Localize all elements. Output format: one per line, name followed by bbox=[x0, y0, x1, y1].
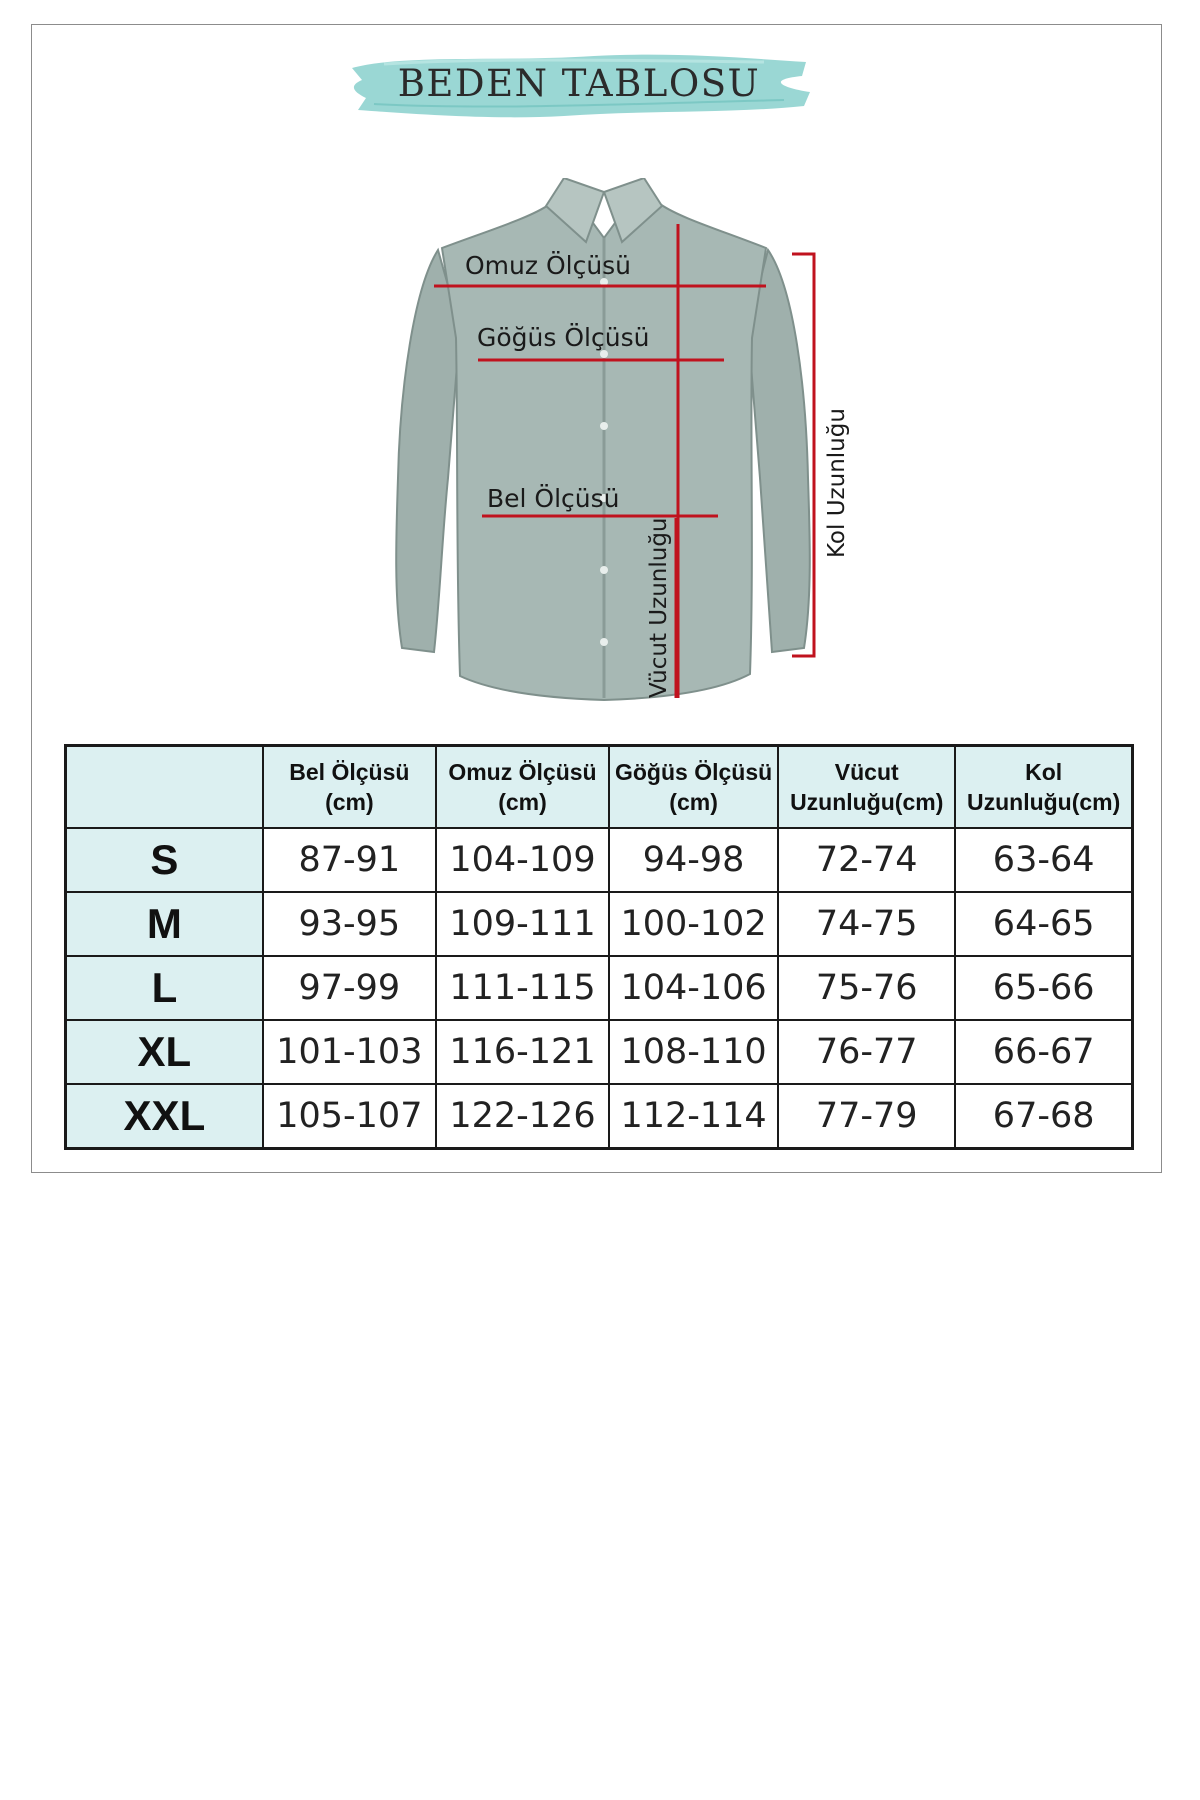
header-gogus: Göğüs Ölçüsü (cm) bbox=[609, 746, 778, 829]
shirt-measurement-diagram bbox=[380, 178, 860, 728]
size-label: M bbox=[66, 892, 263, 956]
table-cell: 105-107 bbox=[263, 1084, 436, 1148]
table-cell: 74-75 bbox=[778, 892, 955, 956]
table-cell: 111-115 bbox=[436, 956, 609, 1020]
table-row bbox=[66, 892, 1133, 956]
table-cell: 63-64 bbox=[955, 828, 1132, 892]
size-label: L bbox=[66, 956, 263, 1020]
table-cell: 116-121 bbox=[436, 1020, 609, 1084]
label-vucut-uzunlugu: Vücut Uzunluğu bbox=[646, 517, 672, 698]
size-label: XL bbox=[66, 1020, 263, 1084]
table-row bbox=[66, 956, 1133, 1020]
table-cell: 112-114 bbox=[609, 1084, 778, 1148]
size-label: S bbox=[66, 828, 263, 892]
label-kol-uzunlugu: Kol Uzunluğu bbox=[824, 408, 850, 558]
table-cell: 101-103 bbox=[263, 1020, 436, 1084]
table-cell: 94-98 bbox=[609, 828, 778, 892]
table-cell: 93-95 bbox=[263, 892, 436, 956]
table-cell: 66-67 bbox=[955, 1020, 1132, 1084]
table-cell: 100-102 bbox=[609, 892, 778, 956]
table-row bbox=[66, 828, 1133, 892]
size-label: XXL bbox=[66, 1084, 263, 1148]
table-cell: 77-79 bbox=[778, 1084, 955, 1148]
size-table bbox=[64, 744, 1134, 1150]
title-banner bbox=[344, 40, 814, 130]
table-row bbox=[66, 1084, 1133, 1148]
table-cell: 108-110 bbox=[609, 1020, 778, 1084]
table-cell: 67-68 bbox=[955, 1084, 1132, 1148]
table-cell: 72-74 bbox=[778, 828, 955, 892]
header-kol: Kol Uzunluğu(cm) bbox=[955, 746, 1132, 829]
label-omuz-olcusu: Omuz Ölçüsü bbox=[465, 251, 632, 280]
table-cell: 76-77 bbox=[778, 1020, 955, 1084]
header-omuz: Omuz Ölçüsü (cm) bbox=[436, 746, 609, 829]
header-bel: Bel Ölçüsü (cm) bbox=[263, 746, 436, 829]
page-title: BEDEN TABLOSU bbox=[397, 62, 761, 105]
table-cell: 64-65 bbox=[955, 892, 1132, 956]
table-cell: 104-106 bbox=[609, 956, 778, 1020]
table-cell: 104-109 bbox=[436, 828, 609, 892]
table-cell: 75-76 bbox=[778, 956, 955, 1020]
label-gogus-olcusu: Göğüs Ölçüsü bbox=[477, 323, 650, 352]
header-corner bbox=[66, 746, 263, 829]
table-header-row bbox=[66, 746, 1133, 829]
label-bel-olcusu: Bel Ölçüsü bbox=[487, 484, 620, 513]
header-vucut: Vücut Uzunluğu(cm) bbox=[778, 746, 955, 829]
table-cell: 65-66 bbox=[955, 956, 1132, 1020]
table-cell: 97-99 bbox=[263, 956, 436, 1020]
table-cell: 109-111 bbox=[436, 892, 609, 956]
table-row bbox=[66, 1020, 1133, 1084]
table-cell: 122-126 bbox=[436, 1084, 609, 1148]
table-cell: 87-91 bbox=[263, 828, 436, 892]
